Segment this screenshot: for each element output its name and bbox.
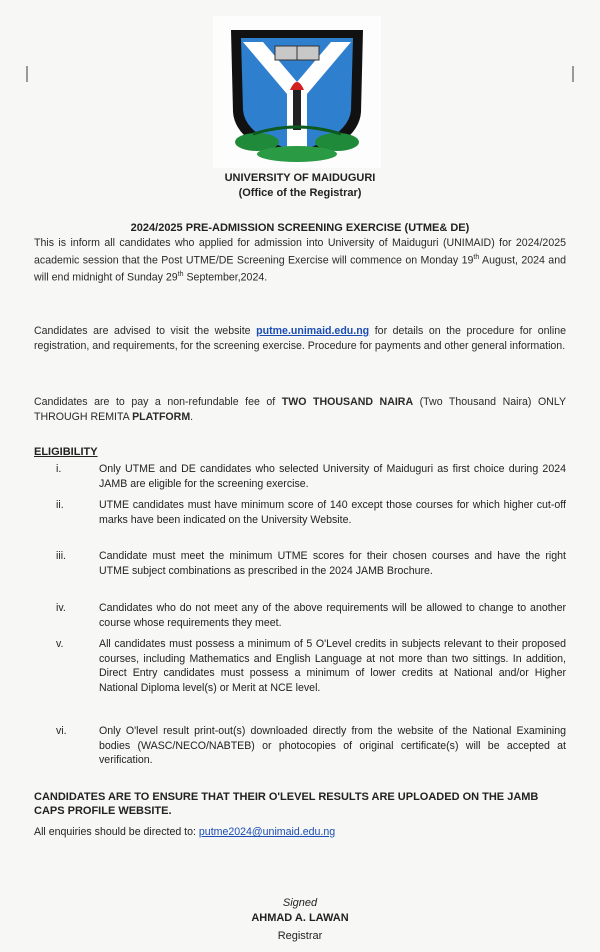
website-paragraph: Candidates are advised to visit the website putme.unimaid.edu.ng for details on the procedure for online registration, and requirements, for the screening exercise. Procedure for payments and other general information. bbox=[34, 325, 566, 352]
notice-title: 2024/2025 PRE-ADMISSION SCREENING EXERCISE (UTME& DE) bbox=[130, 222, 470, 234]
fee-paragraph: Candidates are to pay a non-refundable fee of TWO THOUSAND NAIRA (Two Thousand Naira) ONLY THROUGH REMITA PLATFORM. bbox=[34, 396, 567, 423]
signed-label: Signed bbox=[282, 897, 318, 909]
caps-upload-notice: CANDIDATES ARE TO ENSURE THAT THEIR O'LEVEL RESULTS ARE UPLOADED ON THE JAMB CAPS PROFILE WEBSITE. bbox=[34, 791, 539, 817]
document-page: UNIVERSITY OF MAIDUGURI (Office of the Registrar) 2024/2025 PRE-ADMISSION SCREENING EXERCISE (UTME& DE) This is inform all candidates who applied for admission into University of Maiduguri (UNIMAID) for 2024/2025 academic session that the Post UTME/DE Screening Exercise will commence on Monday 19th August, 2024 and will end midnight of Sunday 29th September,2024. Candidates are advised to visit the website putme.unimaid.edu.ng for details on the procedure for online registration, and requirements, for the screening exercise. Procedure for payments and other general information. Candidates are to pay a non-refundable fee of TWO THOUSAND NAIRA (Two Thousand Naira) ONLY THROUGH REMITA PLATFORM. ELIGIBILITY i. Only UTME and DE candidates who selected University of Maiduguri as first choice during 2024 JAMB are eligible for the screening exercise. ii. UTME candidates must have minimum score of 140 except those courses for which higher cut-off marks have been indicated on the University Website. iii. Candidate must meet the minimum UTME scores for their chosen courses and have the right UTME subject combinations as prescribed in the 2024 JAMB Brochure. iv. Candidates who do not meet any of the above requirements will be allowed to change to another course whose requirements they meet. v. All candidates must possess a minimum of 5 O'Level credits in subjects relevant to their proposed courses, including Mathematics and English Language at not more than two sittings. In addition, Direct Entry candidates must possess a minimum of lower credits at National and/or Higher National Diploma level(s) or Merit at NCE level. vi. Only O'level result print-out(s) downloaded directly from the website of the National Examining bodies (WASC/NECO/NABTEB) or photocopies of original certificate(s) will be accepted at verification. CANDIDATES ARE TO ENSURE THAT THEIR O'LEVEL RESULTS ARE UPLOADED ON THE JAMB CAPS PROFILE WEBSITE. All enquiries should be directed to: putme2024@unimaid.edu.ng Signed AHMAD A. LAWAN Registrar bbox=[0, 0, 600, 952]
scan-corner-left bbox=[26, 66, 38, 82]
intro-paragraph: This is inform all candidates who applied for admission into University of Maiduguri (UNIMAID) for 2024/2025 academic session that the Post UTME/DE Screening Exercise will commence on Monday 19th August, 2024 and will end midnight of Sunday 29th September,2024. bbox=[34, 237, 566, 284]
registrar-title: Registrar bbox=[277, 930, 323, 942]
eligibility-heading: ELIGIBILITY bbox=[34, 446, 98, 458]
enquiry-line: All enquiries should be directed to: putme2024@unimaid.edu.ng bbox=[34, 826, 336, 838]
registrar-name: AHMAD A. LAWAN bbox=[251, 912, 349, 924]
university-crest-logo bbox=[213, 16, 381, 168]
scan-corner-right bbox=[562, 66, 574, 82]
screening-website-link[interactable]: putme.unimaid.edu.ng bbox=[256, 325, 370, 337]
university-name: UNIVERSITY OF MAIDUGURI bbox=[224, 172, 376, 184]
enquiry-email-link[interactable]: putme2024@unimaid.edu.ng bbox=[198, 826, 336, 838]
office-subtitle: (Office of the Registrar) bbox=[238, 187, 362, 199]
